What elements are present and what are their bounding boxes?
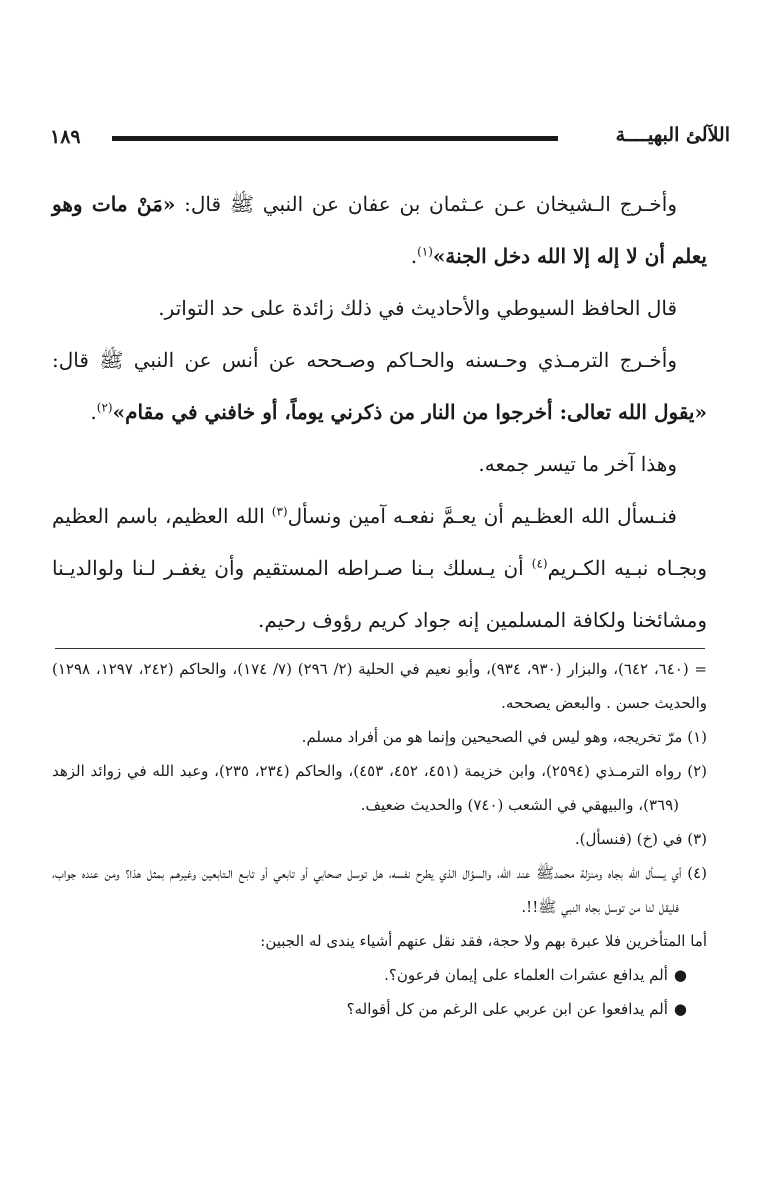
list-item-text: ألم يدافعوا عن ابن عربي على الرغم من كل أقواله؟ [346, 1000, 668, 1018]
footnote-separator [55, 648, 705, 649]
bullet-icon: ● [673, 966, 687, 984]
hadith-quote-2: «يقول الله تعالى: أخرجوا من النار من ذكرني يوماً، أو خافني في مقام» [112, 400, 707, 424]
footnote-comment: أما المتأخرين فلا عبرة بهم ولا حجة، فقد نقل عنهم أشياء يندى له الجبين: [260, 932, 707, 950]
paragraph-3-end: . [90, 400, 97, 424]
page-header [40, 122, 730, 158]
list-item [52, 992, 687, 1026]
footnote-continuation: = (٦٤٠، ٦٤٢)، والبزار (٩٣٠، ٩٣٤)، وأبو نعيم في الحلية (٢/ ٢٩٦) (٧/ ١٧٤)، والحاكم (٢٤٢، ١٢٩٧، ١٢٩٨) والحديث حسن . والبعض يصححه. [52, 660, 708, 712]
paragraph-1-lead: وأخـرج الـشيخان عـن عـثمان بن عفان عن النبي ﷺ قال: [175, 192, 677, 216]
footnote-2: (٢) رواه الترمـذي (٢٥٩٤)، وابن خزيمة (٤٥١، ٤٥٢، ٤٥٣)، والحاكم (٢٣٤، ٢٣٥)، وعبد الله في زوائد الزهد (٣٦٩)، والبيهقي في الشعب (٧٤٠) والحديث ضعيف. [52, 762, 707, 814]
list-item-text: ألم يدافع عشرات العلماء على إيمان فرعون؟. [384, 966, 668, 984]
paragraph-5 [52, 490, 707, 646]
footnote-4: (٤) أي يـسأل الله بجاه ومنزلة محمدﷺ عند الله، والسؤال الذي يطرح نفسه، هل توسل صحابي أو تابعي أو تابـع الـتابعين وغيرهـم بمثل هذا؟ ومن عنده جواب، فليقل لنا من توسل بجاه النبي ﷺ!!. [52, 864, 707, 916]
bullet-icon: ● [673, 1000, 687, 1018]
footnote-ref-3: (٣) [271, 504, 288, 519]
footnote-3: (٣) في (خ) (فنسأل). [574, 830, 707, 848]
paragraph-1-end: . [410, 244, 418, 268]
hadith-quote-1: «مَنْ مات وهو يعلم أن لا إله إلا الله دخل الجنة» [52, 192, 707, 268]
paragraph-3 [52, 334, 707, 438]
footnotes [52, 652, 707, 1026]
footnote-1: (١) مرّ تخريجه، وهو ليس في الصحيحين وإنما هو من أفراد مسلم. [301, 728, 707, 746]
running-title: اللآلئ البهيــــة [615, 124, 730, 146]
footnote-bullet-list [52, 958, 707, 1026]
paragraph-2: قال الحافظ السيوطي والأحاديث في ذلك زائدة على حد التواتر. [158, 296, 677, 320]
paragraph-4: وهذا آخر ما تيسر جمعه. [478, 452, 677, 476]
list-item [52, 958, 687, 992]
paragraph-5-c: أن يـسلك بـنا صـراطه المستقيم وأن يغفـر لـنا ولوالديـنا ومشائخنا ولكافة المسلمين إنه جواد كريم رؤوف رحيم. [52, 556, 707, 632]
footnote-ref-1: (١) [417, 244, 433, 259]
paragraph-1 [52, 178, 707, 282]
footnote-ref-2: (٢) [96, 400, 113, 415]
footnote-ref-4: (٤) [531, 556, 548, 571]
paragraph-5-b: الله العظيم، باسم العظيم وبجـاه نبـيه الكـريم [52, 504, 707, 580]
paragraph-5-a: فنـسأل الله العظـيم أن يعـمَّ نفعـه آمين ونسأل [287, 504, 677, 528]
page-number: ١٨٩ [50, 126, 81, 148]
main-text [52, 178, 707, 646]
header-rule [112, 136, 558, 141]
paragraph-3-lead: وأخـرج الترمـذي وحـسنه والحـاكم وصـححه عن أنس عن النبي ﷺ قال: [52, 348, 677, 372]
